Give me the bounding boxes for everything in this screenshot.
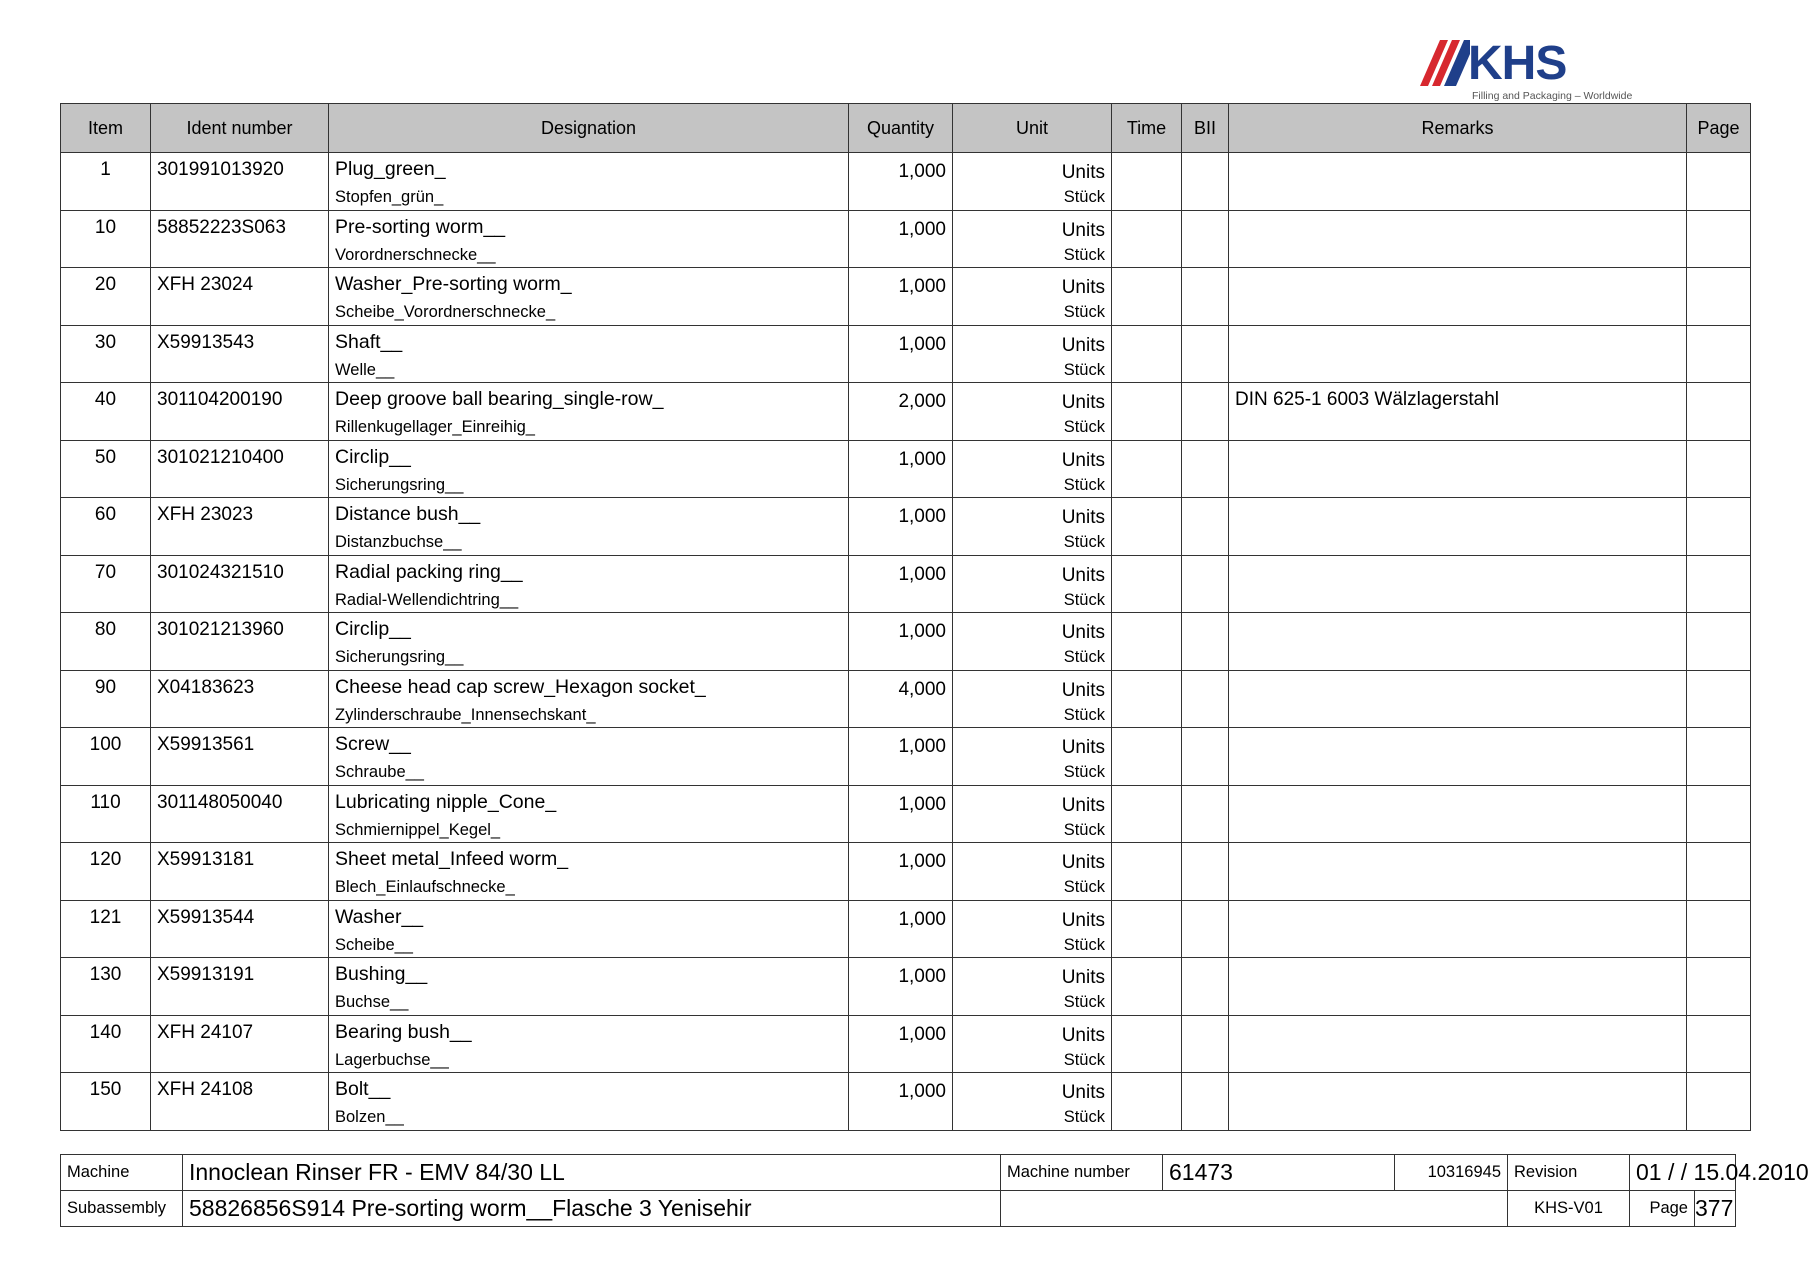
time-cell: [1112, 958, 1182, 1016]
designation-german: Sicherungsring__: [335, 475, 464, 494]
unit-cell: [953, 900, 1112, 958]
unit-german: Stück: [1063, 533, 1105, 551]
time-cell: [1112, 1015, 1182, 1073]
designation-english: Washer__: [335, 905, 424, 928]
bii-cell: [1182, 210, 1229, 268]
time-cell: [1112, 383, 1182, 441]
unit-english: Units: [1061, 794, 1105, 816]
item-cell: 20: [61, 268, 151, 326]
page-cell: [1687, 670, 1751, 728]
designation-german: Lagerbuchse__: [335, 1050, 449, 1069]
page-cell: [1687, 555, 1751, 613]
designation-german: Buchse__: [335, 993, 409, 1011]
remarks-cell: [1229, 843, 1687, 901]
table-row: [61, 1073, 1751, 1131]
col-header-bii: BII: [1182, 104, 1229, 153]
remarks-cell: [1229, 498, 1687, 556]
designation-cell: [329, 1073, 849, 1131]
quantity-cell: 1,000: [849, 1073, 953, 1131]
item-cell: 130: [61, 958, 151, 1016]
designation-cell: [329, 383, 849, 441]
item-cell: 90: [61, 670, 151, 728]
quantity-cell: 1,000: [849, 900, 953, 958]
item-cell: 140: [61, 1015, 151, 1073]
page-cell: [1687, 1015, 1751, 1073]
bii-cell: [1182, 785, 1229, 843]
revision-value: 01 / / 15.04.2010: [1630, 1155, 1736, 1191]
time-cell: [1112, 1073, 1182, 1131]
table-row: [61, 325, 1751, 383]
unit-english: Units: [1061, 737, 1105, 758]
bii-cell: [1182, 325, 1229, 383]
col-header-designation: Designation: [329, 104, 849, 153]
designation-german: Rillenkugellager_Einreihig_: [335, 418, 535, 436]
unit-german: Stück: [1063, 820, 1105, 839]
table-row: [61, 153, 1751, 211]
time-cell: [1112, 555, 1182, 613]
unit-english: Units: [1061, 1082, 1105, 1103]
unit-english: Units: [1061, 622, 1105, 643]
machine-number-value: 61473: [1163, 1155, 1395, 1191]
item-cell: 80: [61, 613, 151, 671]
ident-number-cell: X59913191: [151, 958, 329, 1016]
unit-german: Stück: [1063, 705, 1105, 724]
format-code: KHS-V01: [1508, 1191, 1630, 1227]
col-header-item: Item: [61, 104, 151, 153]
designation-english: Radial packing ring__: [335, 560, 523, 583]
remarks-cell: [1229, 958, 1687, 1016]
unit-cell: [953, 383, 1112, 441]
unit-english: Units: [1061, 162, 1105, 183]
bii-cell: [1182, 1015, 1229, 1073]
unit-cell: [953, 440, 1112, 498]
bii-cell: [1182, 440, 1229, 498]
subassembly-value: 58826856S914 Pre-sorting worm__Flasche 3 Yenisehir: [183, 1191, 1001, 1227]
page-cell: [1687, 613, 1751, 671]
logo-tagline: Filling and Packaging – Worldwide: [1472, 90, 1633, 102]
bii-cell: [1182, 900, 1229, 958]
bii-cell: [1182, 1073, 1229, 1131]
bii-cell: [1182, 498, 1229, 556]
table-row: [61, 843, 1751, 901]
unit-english: Units: [1061, 392, 1105, 413]
ident-number-cell: XFH 24108: [151, 1073, 329, 1131]
unit-english: Units: [1061, 507, 1105, 528]
page-cell: [1687, 153, 1751, 211]
bii-cell: [1182, 555, 1229, 613]
designation-english: Lubricating nipple_Cone_: [335, 790, 557, 813]
designation-english: Circlip__: [335, 618, 411, 640]
col-header-remarks: Remarks: [1229, 104, 1687, 153]
item-cell: 100: [61, 728, 151, 786]
ident-number-cell: 58852223S063: [151, 210, 329, 268]
designation-cell: [329, 843, 849, 901]
page-cell: [1687, 383, 1751, 441]
remarks-cell: [1229, 1073, 1687, 1131]
unit-english: Units: [1061, 564, 1105, 586]
ident-number-cell: 301991013920: [151, 153, 329, 211]
designation-english: Distance bush__: [335, 503, 481, 525]
ident-number-cell: XFH 23024: [151, 268, 329, 326]
unit-german: Stück: [1063, 993, 1105, 1011]
remarks-cell: [1229, 440, 1687, 498]
col-header-quantity: Quantity: [849, 104, 953, 153]
ident-number-cell: XFH 24107: [151, 1015, 329, 1073]
remarks-cell: [1229, 153, 1687, 211]
unit-cell: [953, 325, 1112, 383]
unit-english: Units: [1061, 277, 1105, 298]
revision-label: Revision: [1508, 1155, 1630, 1191]
unit-cell: [953, 153, 1112, 211]
machine-number-label: Machine number: [1001, 1155, 1163, 1191]
item-cell: 150: [61, 1073, 151, 1131]
ident-number-cell: X59913543: [151, 325, 329, 383]
unit-german: Stück: [1063, 763, 1105, 781]
unit-german: Stück: [1063, 360, 1105, 379]
designation-german: Stopfen_grün_: [335, 188, 444, 206]
title-block-row-subassembly: [61, 1191, 1736, 1227]
unit-english: Units: [1061, 967, 1105, 988]
remarks-cell: [1229, 268, 1687, 326]
page-cell: [1687, 325, 1751, 383]
page-cell: [1687, 268, 1751, 326]
designation-cell: [329, 440, 849, 498]
designation-cell: [329, 555, 849, 613]
designation-cell: [329, 325, 849, 383]
page-label: Page: [1630, 1191, 1695, 1227]
designation-german: Radial-Wellendichtring__: [335, 590, 519, 609]
designation-cell: [329, 900, 849, 958]
unit-english: Units: [1061, 679, 1105, 701]
quantity-cell: 1,000: [849, 325, 953, 383]
bii-cell: [1182, 843, 1229, 901]
khs-logo: [1418, 37, 1633, 106]
remarks-cell: [1229, 670, 1687, 728]
page-cell: [1687, 785, 1751, 843]
bii-cell: [1182, 958, 1229, 1016]
ident-number-cell: X59913181: [151, 843, 329, 901]
time-cell: [1112, 785, 1182, 843]
time-cell: [1112, 613, 1182, 671]
unit-english: Units: [1061, 334, 1105, 356]
designation-cell: [329, 268, 849, 326]
table-header-row: [61, 104, 1751, 153]
unit-german: Stück: [1063, 303, 1105, 321]
item-cell: 70: [61, 555, 151, 613]
designation-cell: [329, 958, 849, 1016]
quantity-cell: 2,000: [849, 383, 953, 441]
time-cell: [1112, 440, 1182, 498]
designation-cell: [329, 210, 849, 268]
table-row: [61, 958, 1751, 1016]
unit-cell: [953, 958, 1112, 1016]
page-cell: [1687, 1073, 1751, 1131]
quantity-cell: 1,000: [849, 843, 953, 901]
bii-cell: [1182, 728, 1229, 786]
designation-german: Sicherungsring__: [335, 648, 464, 666]
quantity-cell: 1,000: [849, 785, 953, 843]
ident-number-cell: X59913561: [151, 728, 329, 786]
designation-cell: [329, 1015, 849, 1073]
item-cell: 120: [61, 843, 151, 901]
ident-number-cell: 301148050040: [151, 785, 329, 843]
time-cell: [1112, 325, 1182, 383]
page-cell: [1687, 440, 1751, 498]
remarks-cell: [1229, 325, 1687, 383]
quantity-cell: 1,000: [849, 498, 953, 556]
time-cell: [1112, 670, 1182, 728]
designation-cell: [329, 670, 849, 728]
ident-number-cell: 301021213960: [151, 613, 329, 671]
unit-cell: [953, 1015, 1112, 1073]
designation-german: Bolzen__: [335, 1108, 404, 1126]
time-cell: [1112, 900, 1182, 958]
parts-list-table: [60, 103, 1751, 1131]
unit-cell: [953, 268, 1112, 326]
document-number: 10316945: [1395, 1155, 1508, 1191]
quantity-cell: 4,000: [849, 670, 953, 728]
subassembly-label: Subassembly: [61, 1191, 183, 1227]
col-header-time: Time: [1112, 104, 1182, 153]
machine-label: Machine: [61, 1155, 183, 1191]
unit-german: Stück: [1063, 590, 1105, 609]
table-body: [61, 153, 1751, 1131]
table-row: [61, 555, 1751, 613]
page-cell: [1687, 728, 1751, 786]
table-row: [61, 268, 1751, 326]
remarks-cell: [1229, 555, 1687, 613]
khs-stripes-icon: [1418, 38, 1470, 86]
quantity-cell: 1,000: [849, 613, 953, 671]
designation-english: Screw__: [335, 733, 411, 755]
designation-cell: [329, 498, 849, 556]
bii-cell: [1182, 153, 1229, 211]
unit-german: Stück: [1063, 878, 1105, 896]
designation-german: Schmiernippel_Kegel_: [335, 820, 501, 839]
page-cell: [1687, 958, 1751, 1016]
logo-wordmark: KHS: [1468, 37, 1567, 90]
ident-number-cell: X59913544: [151, 900, 329, 958]
time-cell: [1112, 728, 1182, 786]
table-row: [61, 210, 1751, 268]
unit-english: Units: [1061, 1024, 1105, 1046]
designation-cell: [329, 613, 849, 671]
unit-german: Stück: [1063, 245, 1105, 264]
table-row: [61, 383, 1751, 441]
unit-german: Stück: [1063, 935, 1105, 954]
designation-german: Distanzbuchse__: [335, 533, 462, 551]
unit-english: Units: [1061, 219, 1105, 241]
unit-cell: [953, 1073, 1112, 1131]
page-cell: [1687, 210, 1751, 268]
designation-german: Scheibe__: [335, 935, 413, 954]
title-block-blank-cell: [1001, 1191, 1508, 1227]
quantity-cell: 1,000: [849, 153, 953, 211]
unit-cell: [953, 670, 1112, 728]
remarks-cell: [1229, 900, 1687, 958]
time-cell: [1112, 153, 1182, 211]
designation-english: Deep groove ball bearing_single-row_: [335, 388, 664, 410]
unit-cell: [953, 555, 1112, 613]
designation-german: Scheibe_Vorordnerschnecke_: [335, 303, 556, 321]
unit-german: Stück: [1063, 1108, 1105, 1126]
quantity-cell: 1,000: [849, 1015, 953, 1073]
item-cell: 40: [61, 383, 151, 441]
quantity-cell: 1,000: [849, 728, 953, 786]
designation-cell: [329, 728, 849, 786]
ident-number-cell: XFH 23023: [151, 498, 329, 556]
designation-german: Blech_Einlaufschnecke_: [335, 878, 515, 896]
designation-english: Washer_Pre-sorting worm_: [335, 273, 572, 295]
remarks-cell: [1229, 613, 1687, 671]
remarks-cell: [1229, 210, 1687, 268]
designation-german: Vorordnerschnecke__: [335, 245, 496, 264]
quantity-cell: 1,000: [849, 268, 953, 326]
table-row: [61, 670, 1751, 728]
unit-german: Stück: [1063, 188, 1105, 206]
table-row: [61, 1015, 1751, 1073]
time-cell: [1112, 268, 1182, 326]
page-cell: [1687, 843, 1751, 901]
unit-german: Stück: [1063, 475, 1105, 494]
item-cell: 60: [61, 498, 151, 556]
page-number: 377: [1695, 1191, 1736, 1227]
designation-english: Cheese head cap screw_Hexagon socket_: [335, 675, 706, 698]
machine-value: Innoclean Rinser FR - EMV 84/30 LL: [183, 1155, 1001, 1191]
remarks-cell: DIN 625-1 6003 Wälzlagerstahl: [1229, 383, 1687, 441]
designation-english: Shaft__: [335, 330, 403, 353]
title-block-row-machine: [61, 1155, 1736, 1191]
quantity-cell: 1,000: [849, 958, 953, 1016]
remarks-cell: [1229, 785, 1687, 843]
designation-german: Schraube__: [335, 763, 424, 781]
unit-german: Stück: [1063, 648, 1105, 666]
unit-cell: [953, 498, 1112, 556]
item-cell: 30: [61, 325, 151, 383]
table-row: [61, 613, 1751, 671]
time-cell: [1112, 498, 1182, 556]
designation-cell: [329, 153, 849, 211]
unit-english: Units: [1061, 449, 1105, 471]
item-cell: 1: [61, 153, 151, 211]
designation-english: Sheet metal_Infeed worm_: [335, 848, 569, 870]
col-header-unit: Unit: [953, 104, 1112, 153]
col-header-page: Page: [1687, 104, 1751, 153]
designation-english: Bushing__: [335, 963, 428, 985]
item-cell: 110: [61, 785, 151, 843]
quantity-cell: 1,000: [849, 440, 953, 498]
table-row: [61, 785, 1751, 843]
unit-cell: [953, 785, 1112, 843]
ident-number-cell: 301024321510: [151, 555, 329, 613]
item-cell: 121: [61, 900, 151, 958]
unit-cell: [953, 210, 1112, 268]
bii-cell: [1182, 383, 1229, 441]
designation-german: Welle__: [335, 360, 395, 379]
item-cell: 10: [61, 210, 151, 268]
bii-cell: [1182, 613, 1229, 671]
unit-english: Units: [1061, 852, 1105, 873]
table-row: [61, 900, 1751, 958]
designation-english: Bolt__: [335, 1078, 391, 1100]
page-cell: [1687, 498, 1751, 556]
designation-english: Plug_green_: [335, 158, 446, 180]
unit-cell: [953, 728, 1112, 786]
ident-number-cell: 301104200190: [151, 383, 329, 441]
designation-english: Pre-sorting worm__: [335, 215, 506, 238]
item-cell: 50: [61, 440, 151, 498]
unit-german: Stück: [1063, 1050, 1105, 1069]
quantity-cell: 1,000: [849, 210, 953, 268]
unit-cell: [953, 613, 1112, 671]
ident-number-cell: 301021210400: [151, 440, 329, 498]
unit-cell: [953, 843, 1112, 901]
table-row: [61, 498, 1751, 556]
title-block: [60, 1154, 1809, 1227]
designation-english: Circlip__: [335, 445, 411, 468]
bii-cell: [1182, 670, 1229, 728]
remarks-cell: [1229, 1015, 1687, 1073]
quantity-cell: 1,000: [849, 555, 953, 613]
bii-cell: [1182, 268, 1229, 326]
remarks-cell: [1229, 728, 1687, 786]
unit-english: Units: [1061, 909, 1105, 931]
designation-german: Zylinderschraube_Innensechskant_: [335, 705, 596, 724]
table-row: [61, 728, 1751, 786]
table-row: [61, 440, 1751, 498]
ident-number-cell: X04183623: [151, 670, 329, 728]
page-cell: [1687, 900, 1751, 958]
time-cell: [1112, 210, 1182, 268]
unit-german: Stück: [1063, 418, 1105, 436]
time-cell: [1112, 843, 1182, 901]
designation-cell: [329, 785, 849, 843]
designation-english: Bearing bush__: [335, 1020, 472, 1043]
col-header-ident: Ident number: [151, 104, 329, 153]
